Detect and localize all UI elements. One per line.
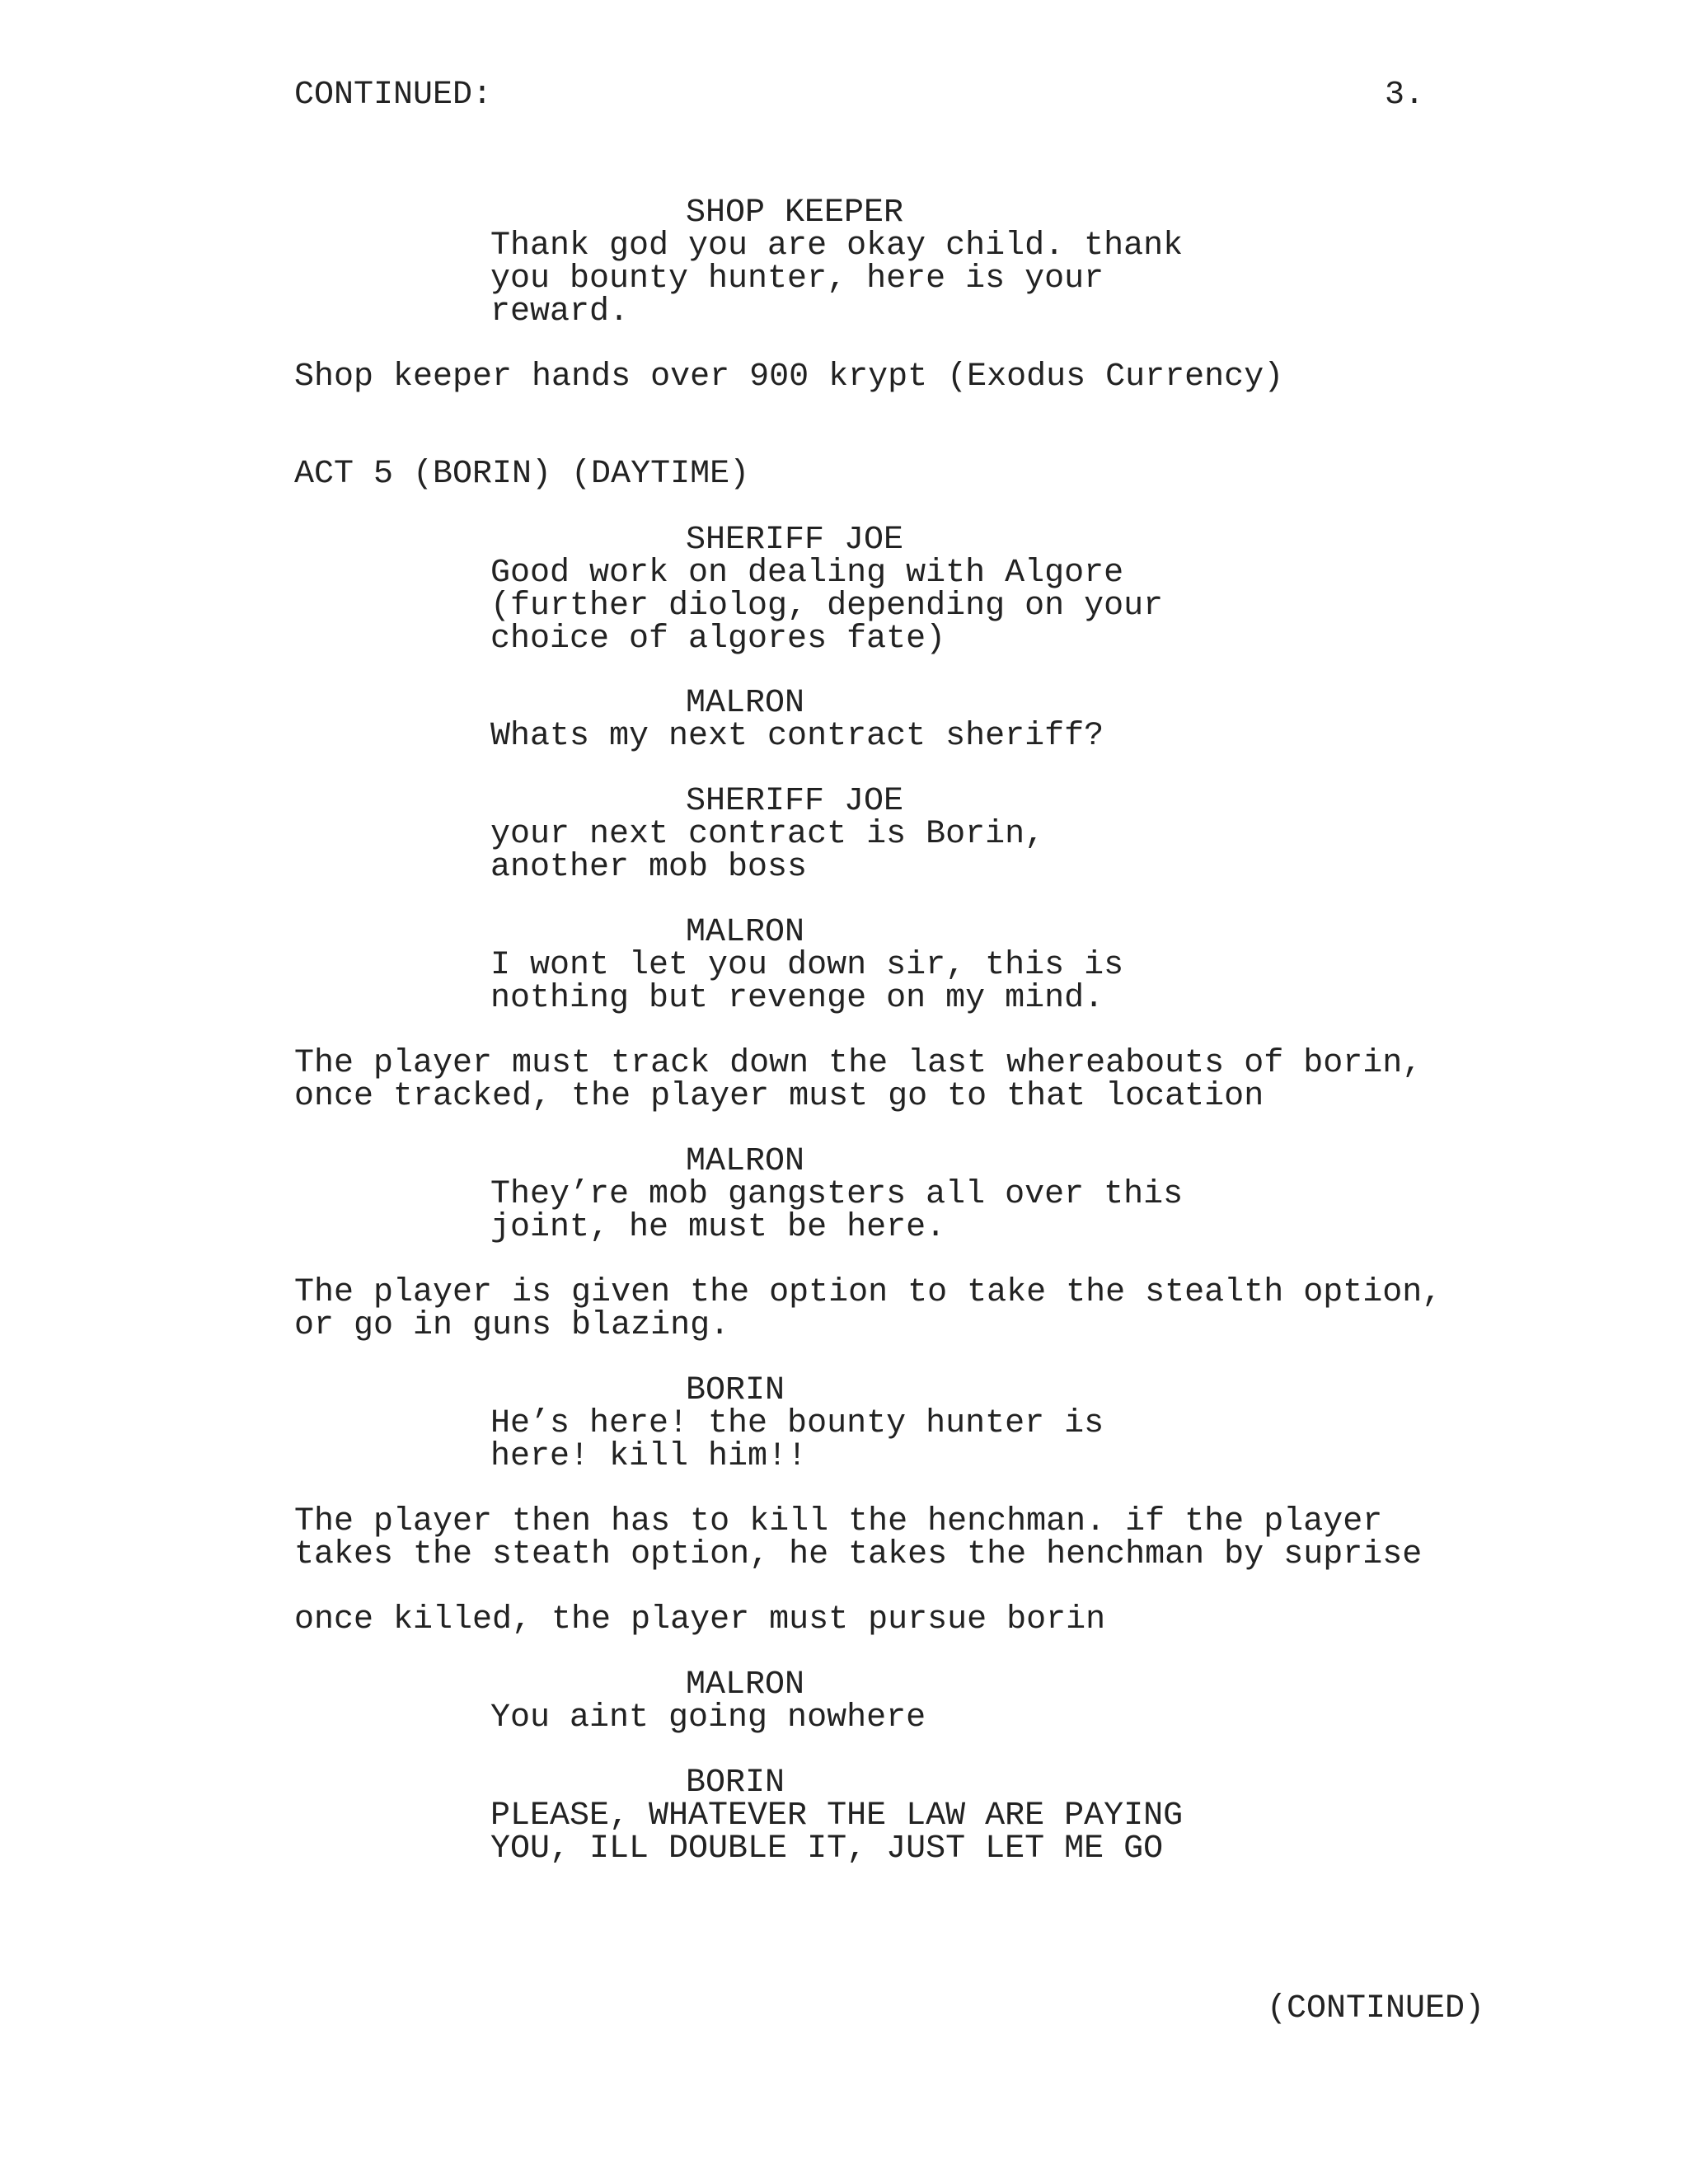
dialogue: Thank god you are okay child. thank you bounty hunter, here is your reward. xyxy=(490,227,1184,330)
action-line: once killed, the player must pursue borin xyxy=(294,1601,1106,1638)
character-name: BORIN xyxy=(686,1765,785,1802)
page-number: 3. xyxy=(1385,77,1425,114)
dialogue: Whats my next contract sheriff? xyxy=(490,718,1104,755)
character-name: SHERIFF JOE xyxy=(686,522,904,559)
dialogue: I wont let you down sir, this is nothing but revenge on my mind. xyxy=(490,947,1124,1017)
character-name: MALRON xyxy=(686,685,805,722)
character-name: SHERIFF JOE xyxy=(686,783,904,820)
action-line: The player is given the option to take the stealth option, or go in guns blazing. xyxy=(294,1274,1442,1344)
continued-footer: (CONTINUED) xyxy=(1267,1990,1485,2027)
action-line: The player must track down the last whereabouts of borin, once tracked, the player must go to that location xyxy=(294,1045,1423,1115)
character-name: BORIN xyxy=(686,1372,785,1409)
scene-heading: ACT 5 (BORIN) (DAYTIME) xyxy=(294,456,750,493)
character-name: SHOP KEEPER xyxy=(686,194,904,232)
character-name: MALRON xyxy=(686,914,805,951)
character-name: MALRON xyxy=(686,1666,805,1704)
action-line: Shop keeper hands over 900 krypt (Exodus Currency) xyxy=(294,359,1284,396)
dialogue: your next contract is Borin, another mob boss xyxy=(490,816,1045,886)
dialogue: You aint going nowhere xyxy=(490,1699,926,1736)
dialogue: They’re mob gangsters all over this joint, he must be here. xyxy=(490,1176,1184,1246)
dialogue: He’s here! the bounty hunter is here! kill him!! xyxy=(490,1405,1104,1475)
continued-header: CONTINUED: xyxy=(294,77,493,114)
character-name: MALRON xyxy=(686,1143,805,1180)
dialogue: PLEASE, WHATEVER THE LAW ARE PAYING YOU, ILL DOUBLE IT, JUST LET ME GO xyxy=(490,1797,1184,1868)
dialogue: Good work on dealing with Algore (further diolog, depending on your choice of algores fate) xyxy=(490,555,1164,658)
action-line: The player then has to kill the henchman. if the player takes the steath option, he takes the henchman by suprise xyxy=(294,1503,1423,1573)
